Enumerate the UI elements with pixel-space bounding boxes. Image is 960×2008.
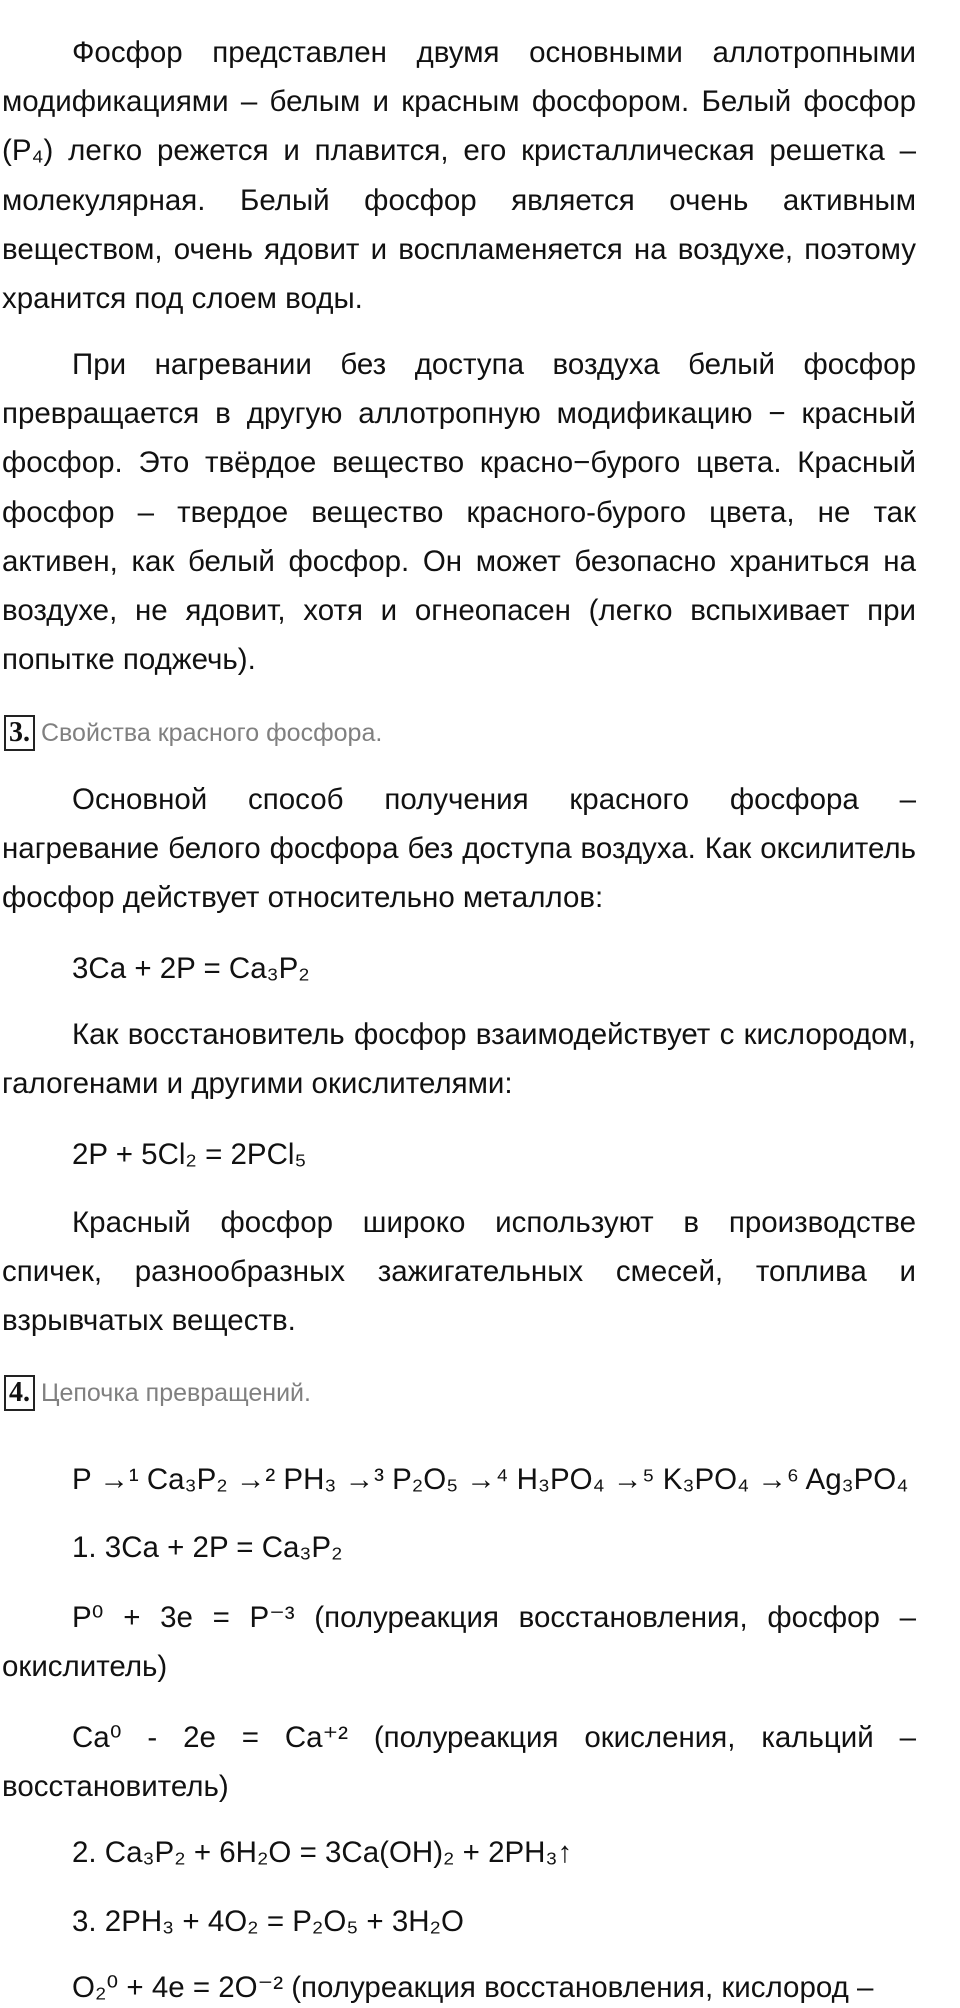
equation-ca-p-text: 3Ca + 2P = Ca₃P₂ [72,952,310,985]
paragraph-obtaining [2,775,916,923]
half-reaction-phosphorus-text: P⁰ + 3e = P⁻³ (полуреакция восстановления, фосфор – окислитель) [2,1601,916,1684]
section-heading-3 [4,713,382,753]
equation-step-3 [72,1902,464,1942]
paragraph-obtaining-text: Основной способ получения красного фосфора – нагревание белого фосфора без доступа воздуха. Как оксилитель фосфор действует относительно металлов: [2,783,916,915]
paragraph-reducer [2,1010,916,1108]
half-reaction-phosphorus [2,1593,916,1691]
equation-step-3-text: 3. 2PH₃ + 4O₂ = P₂O₅ + 3H₂O [72,1905,464,1938]
transformation-chain [72,1460,908,1500]
section-number-3: 3. [4,715,35,751]
half-reaction-calcium [2,1713,916,1811]
paragraph-usage [2,1198,916,1346]
paragraph-red-phosphorus [2,340,916,684]
section-title-3: Свойства красного фосфора. [41,718,383,747]
equation-p-cl-text: 2P + 5Cl₂ = 2PCl₅ [72,1138,307,1171]
equation-ca-p [72,949,310,989]
equation-step-2-text: 2. Ca₃P₂ + 6H₂O = 3Ca(OH)₂ + 2PH₃↑ [72,1836,573,1869]
section-title-4: Цепочка превращений. [41,1378,311,1407]
equation-step-2 [72,1833,572,1873]
paragraph-white-phosphorus [2,28,916,323]
paragraph-red-phosphorus-text: При нагревании без доступа воздуха белый фосфор превращается в другую аллотропную модификацию − красный фосфор. Это твёрдое вещество красно−бурого цвета. Красный фосфор – твердое вещество красного-бурого цвета, не так активен, как белый фосфор. Он может безопасно храниться на воздухе, не ядовит, хотя и огнеопасен (легко вспыхивает при попытке поджечь). [2,348,916,677]
section-heading-4 [4,1373,311,1413]
equation-step-1 [72,1528,343,1568]
paragraph-usage-text: Красный фосфор широко используют в производстве спичек, разнообразных зажигательных смесей, топлива и взрывчатых веществ. [2,1206,916,1338]
paragraph-white-phosphorus-text: Фосфор представлен двумя основными аллотропными модификациями – белым и красным фосфором. Белый фосфор (P₄) легко режется и плавится, его кристаллическая решетка – молекулярная. Белый фосфор является очень активным веществом, очень ядовит и воспламеняется на воздухе, поэтому хранится под слоем воды. [2,36,916,316]
half-reaction-oxygen-text: O₂⁰ + 4e = 2O⁻² (полуреакция восстановления, кислород – [72,1971,874,2004]
half-reaction-calcium-text: Ca⁰ - 2e = Ca⁺² (полуреакция окисления, кальций – восстановитель) [2,1721,916,1804]
transformation-chain-text: P →¹ Ca₃P₂ →² PH₃ →³ P₂O₅ →⁴ H₃PO₄ →⁵ K₃PO₄ →⁶ Ag₃PO₄ [72,1463,909,1496]
half-reaction-oxygen [72,1968,873,2008]
equation-p-cl [72,1135,306,1175]
section-number-4: 4. [4,1375,35,1411]
equation-step-1-text: 1. 3Ca + 2P = Ca₃P₂ [72,1531,343,1564]
paragraph-reducer-text: Как восстановитель фосфор взаимодействует с кислородом, галогенами и другими окислителями: [2,1018,916,1101]
